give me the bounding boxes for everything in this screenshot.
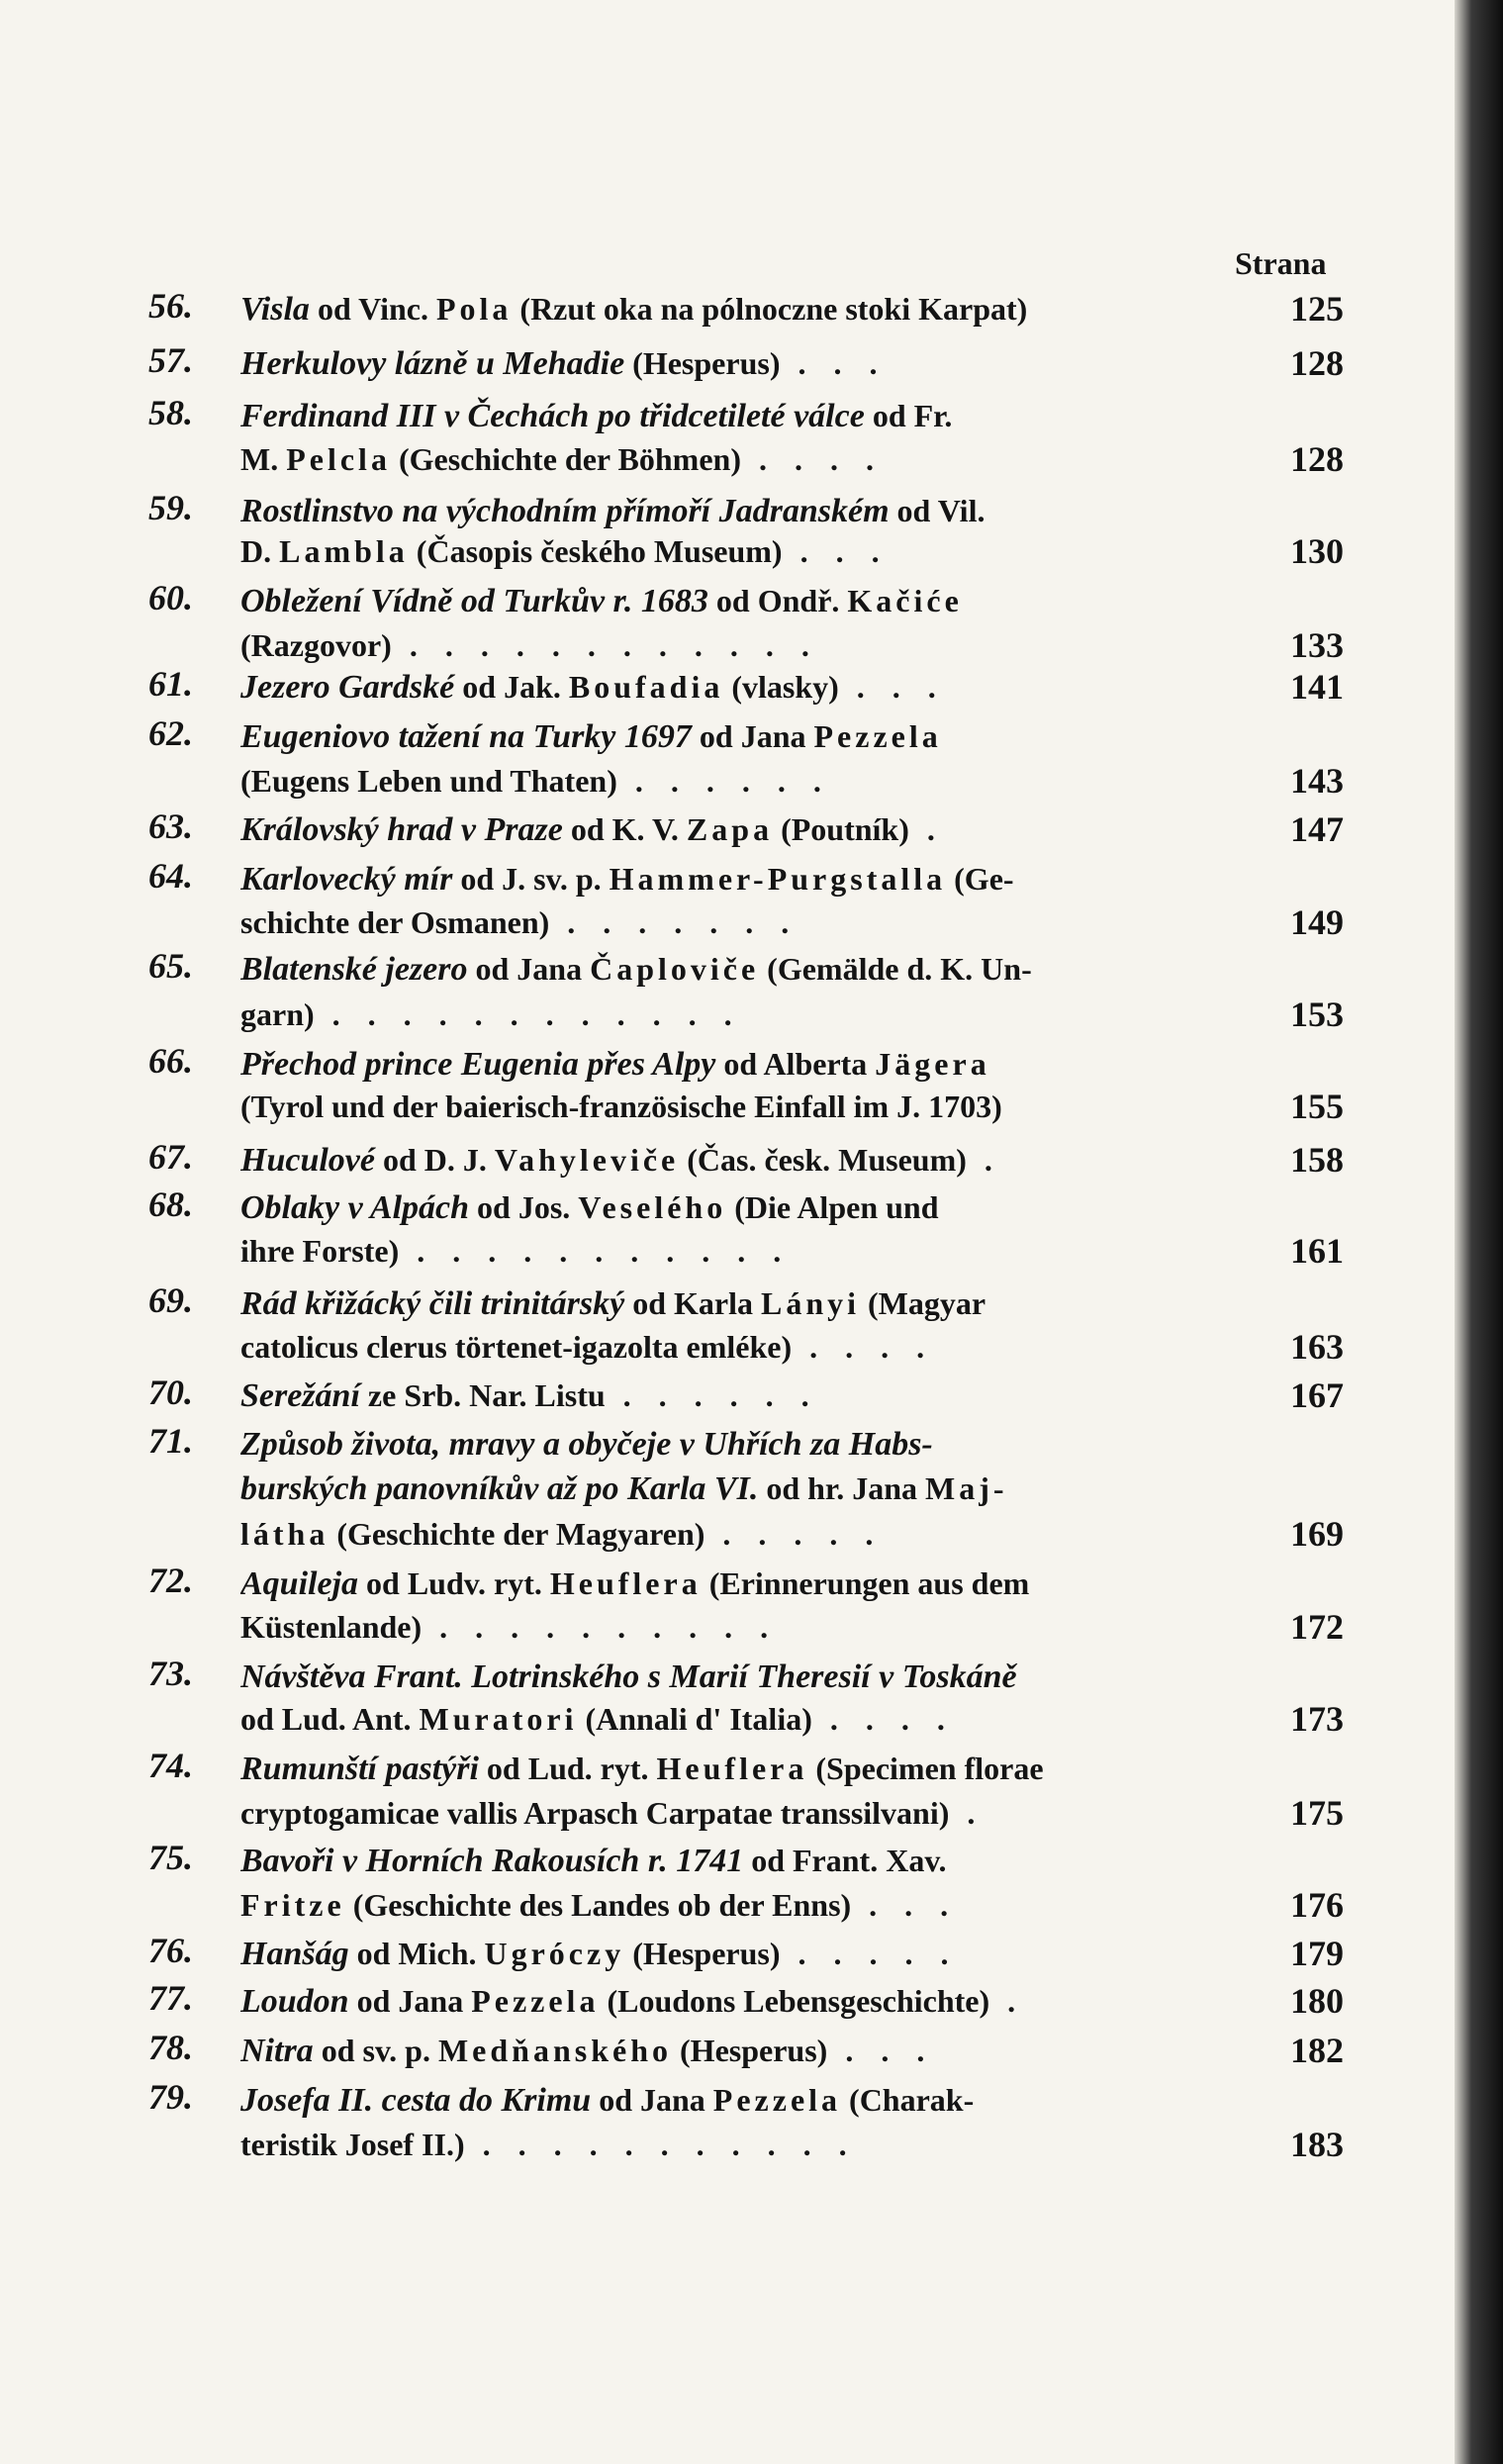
entry-title: Josefa II. cesta do Krimu — [240, 2082, 592, 2119]
entry-title: Huculové — [240, 1142, 375, 1179]
entry-text: (Loudons Lebensgeschichte) — [599, 1983, 990, 2019]
entry-text: od Lud. Ant. — [240, 1701, 420, 1737]
leader-dots: . . . . . . . . . . . . — [391, 627, 819, 663]
page-number: 180 — [1290, 1981, 1344, 2021]
page-number: 147 — [1290, 809, 1344, 849]
entry-title: Rostlinstvo na východním přímoří Jadranském — [240, 493, 890, 529]
page-number: 130 — [1290, 531, 1344, 571]
entry-continuation — [240, 1697, 1268, 1741]
page-number: 167 — [1290, 1375, 1344, 1415]
author-name: Pelcla — [286, 441, 391, 477]
page-number: 153 — [1290, 995, 1344, 1034]
entry-text: (Časopis českého Museum) — [408, 533, 783, 569]
page-number: 158 — [1290, 1140, 1344, 1180]
author-name: Jägera — [875, 1046, 990, 1082]
entry-title: Obležení Vídně od Turkův r. 1683 — [240, 583, 708, 619]
entry-text: od Mich. — [348, 1936, 485, 1971]
entry-line — [240, 1374, 1268, 1418]
entry-number: 74. — [148, 1746, 193, 1785]
entry-text: garn) — [240, 996, 315, 1032]
entry-title: Aquileja — [240, 1565, 359, 1602]
entry-text: (Magyar — [860, 1285, 986, 1321]
entry-continuation — [240, 623, 1268, 667]
entry-number: 58. — [148, 393, 193, 432]
entry-line — [240, 1655, 1268, 1699]
entry-continuation — [240, 1467, 1268, 1511]
entry-text: (Gemälde d. K. Un- — [759, 951, 1032, 987]
entry-text: (Tyrol und der baierisch-französische Einfall im J. 1703) — [240, 1089, 1002, 1124]
entry-text: (Annali d' Italia) — [577, 1701, 812, 1737]
leader-dots: . . . . . . . . . . . — [464, 2127, 857, 2162]
entry-title: Oblaky v Alpách — [240, 1189, 470, 1226]
author-name: Heuflera — [549, 1565, 702, 1601]
entry-number: 57. — [148, 340, 193, 380]
entry-text: (vlasky) — [723, 669, 839, 705]
entry-text: (Geschichte der Böhmen) — [390, 441, 741, 477]
page-number: 141 — [1290, 667, 1344, 707]
entry-number: 69. — [148, 1280, 193, 1320]
author-name: Hammer-Purgstalla — [609, 861, 947, 897]
entry-title: burských panovníkův až po Karla VI. — [240, 1470, 759, 1507]
entry-text: od Fr. — [864, 398, 953, 433]
entry-text: D. — [240, 533, 280, 569]
page-edge-shadow — [1455, 0, 1503, 2464]
entry-continuation — [240, 1791, 1268, 1835]
page-number: 125 — [1290, 289, 1344, 329]
entry-text: (Rzut oka na pólnoczne stoki Karpat) — [512, 291, 1028, 327]
author-name: Heuflera — [656, 1751, 808, 1786]
entry-text: (Ge- — [946, 861, 1014, 897]
entry-number: 75. — [148, 1838, 193, 1877]
leader-dots: . — [989, 1983, 1026, 2019]
page-number: 163 — [1290, 1327, 1344, 1367]
page-number: 149 — [1290, 902, 1344, 942]
entry-text: od Jana — [467, 951, 591, 987]
entry-text: teristik Josef II.) — [240, 2127, 465, 2162]
entry-number: 56. — [148, 286, 193, 326]
entry-number: 61. — [148, 664, 193, 704]
entry-line — [240, 1042, 1268, 1087]
entry-line — [240, 947, 1268, 992]
entry-text: od D. J. — [374, 1142, 495, 1178]
entry-title: Serežání — [240, 1377, 360, 1414]
leader-dots: . . . . . . . . . . — [422, 1609, 779, 1645]
leader-dots: . . . — [827, 2033, 935, 2068]
leader-dots: . . . . . . — [605, 1377, 819, 1413]
entry-title: Hanšág — [240, 1936, 349, 1972]
entry-text: (Razgovor) — [240, 627, 392, 663]
page-number: 173 — [1290, 1699, 1344, 1739]
leader-dots: . — [966, 1142, 1002, 1178]
leader-dots: . . . . — [740, 441, 884, 477]
author-name: Medňanského — [437, 2033, 673, 2068]
entry-text: od Ondř. — [707, 583, 848, 618]
entry-text: M. — [240, 441, 287, 477]
entry-continuation — [240, 437, 1268, 481]
entry-continuation — [240, 993, 1268, 1036]
entry-line — [240, 2078, 1268, 2123]
entry-continuation — [240, 1229, 1268, 1273]
entry-number: 59. — [148, 488, 193, 527]
entry-line — [240, 857, 1268, 901]
entry-text: (Charak- — [841, 2082, 975, 2118]
entry-line — [240, 1562, 1268, 1606]
entry-text: od Karla — [624, 1285, 761, 1321]
entry-number: 72. — [148, 1561, 193, 1600]
page-number: 133 — [1290, 625, 1344, 665]
entry-text: ze Srb. Nar. Listu — [359, 1377, 606, 1413]
entry-line — [240, 1979, 1268, 2024]
entry-continuation — [240, 1512, 1268, 1556]
entry-number: 66. — [148, 1041, 193, 1081]
author-name: Veselého — [578, 1189, 727, 1225]
entry-text: od J. sv. p. — [452, 861, 610, 897]
entry-line — [240, 1839, 1268, 1883]
author-name: Fritze — [240, 1887, 345, 1923]
entry-title: Přechod prince Eugenia přes Alpy — [240, 1046, 716, 1083]
entry-text: od Jos. — [469, 1189, 579, 1225]
page-number: 183 — [1290, 2125, 1344, 2164]
entry-text: (Erinnerungen aus dem — [701, 1565, 1030, 1601]
leader-dots: . . . . . . . — [549, 904, 799, 940]
entry-title: Visla — [240, 291, 310, 328]
entry-continuation — [240, 2123, 1268, 2166]
entry-title: Rád křižácký čili trinitárský — [240, 1285, 625, 1322]
entry-number: 76. — [148, 1931, 193, 1970]
entry-continuation — [240, 1883, 1268, 1927]
entry-text: (Poutník) — [773, 811, 909, 847]
entry-line — [240, 1138, 1268, 1183]
entry-continuation — [240, 900, 1268, 944]
entry-line — [240, 489, 1268, 533]
entry-text: od Jana — [691, 718, 814, 754]
entry-number: 65. — [148, 946, 193, 986]
entry-title: Eugeniovo tažení na Turky 1697 — [240, 718, 692, 755]
entry-line — [240, 1185, 1268, 1230]
author-name: Boufadia — [568, 669, 724, 705]
entry-title: Bavoři v Horních Rakousích r. 1741 — [240, 1843, 744, 1879]
author-name: Vahyleviče — [494, 1142, 680, 1178]
entry-title: Návštěva Frant. Lotrinského s Marií Theresií v Toskáně — [240, 1658, 1017, 1695]
leader-dots: . . . — [851, 1887, 959, 1923]
leader-dots: . . . . . . . . . . . . — [314, 996, 742, 1032]
author-name: Kačiće — [847, 583, 963, 618]
entry-text: (Geschichte des Landes ob der Enns) — [344, 1887, 852, 1923]
entry-continuation — [240, 529, 1268, 573]
entry-text: (Čas. česk. Museum) — [679, 1142, 967, 1178]
entry-continuation — [240, 759, 1268, 803]
entry-number: 70. — [148, 1373, 193, 1412]
entry-text: (Geschichte der Magyaren) — [329, 1516, 705, 1552]
entry-continuation — [240, 1325, 1268, 1369]
entry-text: Küstenlande) — [240, 1609, 423, 1645]
entry-text: (Hesperus) — [624, 345, 781, 381]
entry-continuation — [240, 1605, 1268, 1649]
entry-text: cryptogamicae vallis Arpasch Carpatae transsilvani) — [240, 1795, 950, 1831]
leader-dots: . . . . — [811, 1701, 955, 1737]
entry-text: ihre Forste) — [240, 1233, 400, 1269]
leader-dots: . . . — [782, 533, 890, 569]
entry-line — [240, 665, 1268, 710]
entry-title: Nitra — [240, 2033, 314, 2069]
leader-dots: . . . . — [792, 1329, 935, 1365]
entry-text: od Alberta — [715, 1046, 876, 1082]
page-number: 176 — [1290, 1885, 1344, 1925]
entry-title: Blatenské jezero — [240, 951, 468, 988]
entry-text: (Eugens Leben und Thaten) — [240, 763, 617, 799]
page-number: 155 — [1290, 1087, 1344, 1126]
entry-text: od Vil. — [889, 493, 986, 528]
entry-text: (Die Alpen und — [726, 1189, 939, 1225]
entry-number: 67. — [148, 1137, 193, 1177]
author-name: Čaploviče — [590, 951, 760, 987]
page-number: 143 — [1290, 761, 1344, 801]
entry-line — [240, 714, 1268, 759]
entry-title: Způsob života, mravy a obyčeje v Uhřích za Habs- — [240, 1426, 933, 1463]
entry-text: od Jak. — [454, 669, 569, 705]
entry-number: 62. — [148, 713, 193, 753]
entry-line — [240, 807, 1268, 852]
entry-line — [240, 1932, 1268, 1976]
author-name: Lányi — [760, 1285, 860, 1321]
entry-text: od hr. Jana — [758, 1470, 925, 1506]
author-name: Muratori — [419, 1701, 578, 1737]
leader-dots: . . . — [780, 345, 888, 381]
entry-title: Jezero Gardské — [240, 669, 455, 706]
entry-text: (Hesperus) — [624, 1936, 781, 1971]
entry-title: Loudon — [240, 1983, 349, 2020]
entry-line — [240, 2029, 1268, 2073]
author-name: Pezzela — [471, 1983, 600, 2019]
author-name: látha — [240, 1516, 329, 1552]
entry-text: od Jana — [591, 2082, 713, 2118]
page-number: 169 — [1290, 1514, 1344, 1554]
leader-dots: . . . — [838, 669, 946, 705]
author-name: Lambla — [279, 533, 409, 569]
entry-line — [240, 341, 1268, 386]
leader-dots: . . . . . — [705, 1516, 884, 1552]
page-number: 128 — [1290, 343, 1344, 383]
page-number: 161 — [1290, 1231, 1344, 1271]
leader-dots: . — [949, 1795, 986, 1831]
entry-text: catolicus clerus törtenet-igazolta emléke) — [240, 1329, 793, 1365]
author-name: Ugróczy — [484, 1936, 625, 1971]
entry-title: Královský hrad v Praze — [240, 811, 563, 848]
leader-dots: . . . . . — [780, 1936, 959, 1971]
entry-number: 77. — [148, 1978, 193, 2018]
author-name: Maj- — [924, 1470, 1008, 1506]
entry-text: od Ludv. ryt. — [358, 1565, 550, 1601]
entry-text: od Vinc. — [309, 291, 436, 327]
entry-text: schichte der Osmanen) — [240, 904, 550, 940]
page-number: 182 — [1290, 2031, 1344, 2070]
author-name: Pola — [435, 291, 513, 327]
entry-number: 79. — [148, 2077, 193, 2117]
entry-number: 78. — [148, 2028, 193, 2067]
entry-line — [240, 1422, 1268, 1467]
page-number: 175 — [1290, 1793, 1344, 1833]
entry-number: 63. — [148, 806, 193, 846]
entry-title: Karlovecký mír — [240, 861, 453, 898]
entry-line — [240, 579, 1268, 623]
leader-dots: . — [908, 811, 945, 847]
entry-text: od K. V. — [562, 811, 687, 847]
entry-title: Herkulovy lázně u Mehadie — [240, 345, 625, 382]
page-number: 179 — [1290, 1934, 1344, 1973]
entry-text: od Lud. ryt. — [478, 1751, 657, 1786]
author-name: Pezzela — [712, 2082, 842, 2118]
leader-dots: . . . . . . — [616, 763, 831, 799]
entry-number: 60. — [148, 578, 193, 617]
entry-number: 68. — [148, 1185, 193, 1224]
entry-text: od sv. p. — [313, 2033, 438, 2068]
page-column-header: Strana — [1235, 245, 1327, 281]
entry-number: 71. — [148, 1421, 193, 1461]
entry-line — [240, 287, 1268, 332]
entry-line — [240, 1281, 1268, 1326]
entry-text: (Specimen florae — [807, 1751, 1044, 1786]
entry-line — [240, 394, 1268, 438]
page-number: 172 — [1290, 1607, 1344, 1647]
entry-text: od Jana — [348, 1983, 472, 2019]
entry-text: (Hesperus) — [672, 2033, 828, 2068]
entry-text: od Frant. Xav. — [743, 1843, 947, 1878]
author-name: Pezzela — [813, 718, 942, 754]
page-number: 128 — [1290, 439, 1344, 479]
entry-title: Ferdinand III v Čechách po třidcetileté válce — [240, 398, 865, 434]
entry-line — [240, 1747, 1268, 1791]
author-name: Zapa — [686, 811, 774, 847]
entry-number: 73. — [148, 1654, 193, 1693]
leader-dots: . . . . . . . . . . . — [399, 1233, 792, 1269]
entry-continuation — [240, 1085, 1268, 1128]
entry-number: 64. — [148, 856, 193, 896]
entry-title: Rumunští pastýři — [240, 1751, 479, 1787]
